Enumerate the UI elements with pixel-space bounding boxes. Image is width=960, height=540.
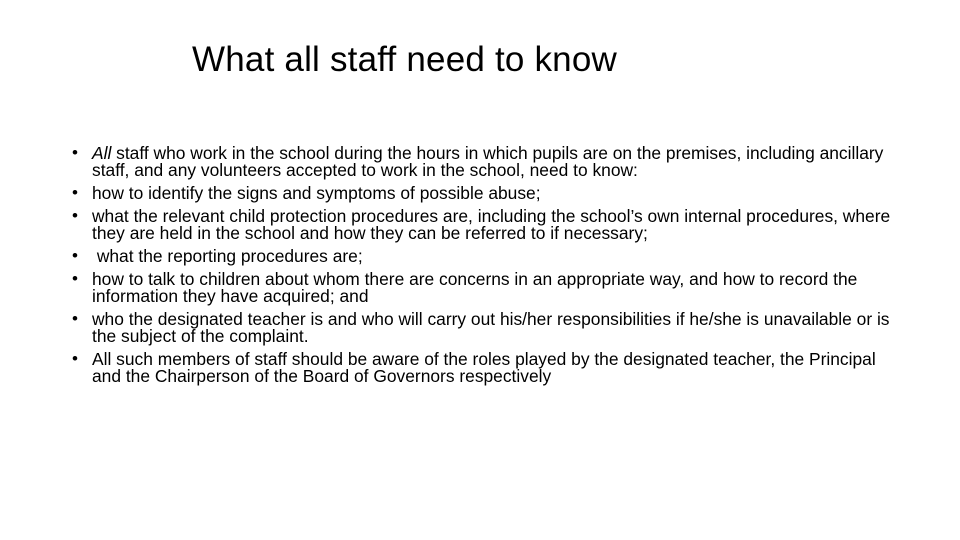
bullet-text: staff who work in the school during the hours in which pupils are on the premises, including ancillary staff, and any volunteers accepted to work in the school, need to know: [92, 143, 884, 180]
bullet-item [72, 145, 902, 179]
bullet-dot: • [72, 245, 78, 265]
bullet-dot: • [72, 348, 78, 368]
bullet-dot: • [72, 268, 78, 288]
bullet-item [72, 268, 902, 306]
bullet-text: what the relevant child protection procedures are, including the school’s own internal procedures, where they are held in the school and how they can be referred to if necessary; [92, 205, 891, 243]
bullet-item [72, 245, 902, 266]
bullet-dot: • [72, 308, 78, 328]
bullet-text: All such members of staff should be aware of the roles played by the designated teacher, the Principal and the Chairperson of the Board of Governors respectively [92, 348, 876, 386]
bullet-item [72, 308, 902, 346]
bullet-dot: • [72, 182, 78, 202]
bullet-emphasis: All [92, 143, 112, 163]
bullet-text: how to identify the signs and symptoms of possible abuse; [92, 182, 541, 203]
bullet-text: what the reporting procedures are; [92, 245, 363, 266]
bullet-item [72, 348, 902, 386]
bullet-dot: • [72, 205, 78, 225]
bullet-item [72, 205, 902, 243]
slide-title: What all staff need to know [192, 40, 617, 79]
bullet-dot: • [72, 143, 78, 162]
bullet-item [72, 182, 902, 203]
bullet-text: how to talk to children about whom there are concerns in an appropriate way, and how to record the information they have acquired; and [92, 268, 858, 306]
bullet-text: who the designated teacher is and who will carry out his/her responsibilities if he/she is unavailable or is the subject of the complaint. [92, 308, 890, 346]
bullet-list [72, 145, 902, 391]
